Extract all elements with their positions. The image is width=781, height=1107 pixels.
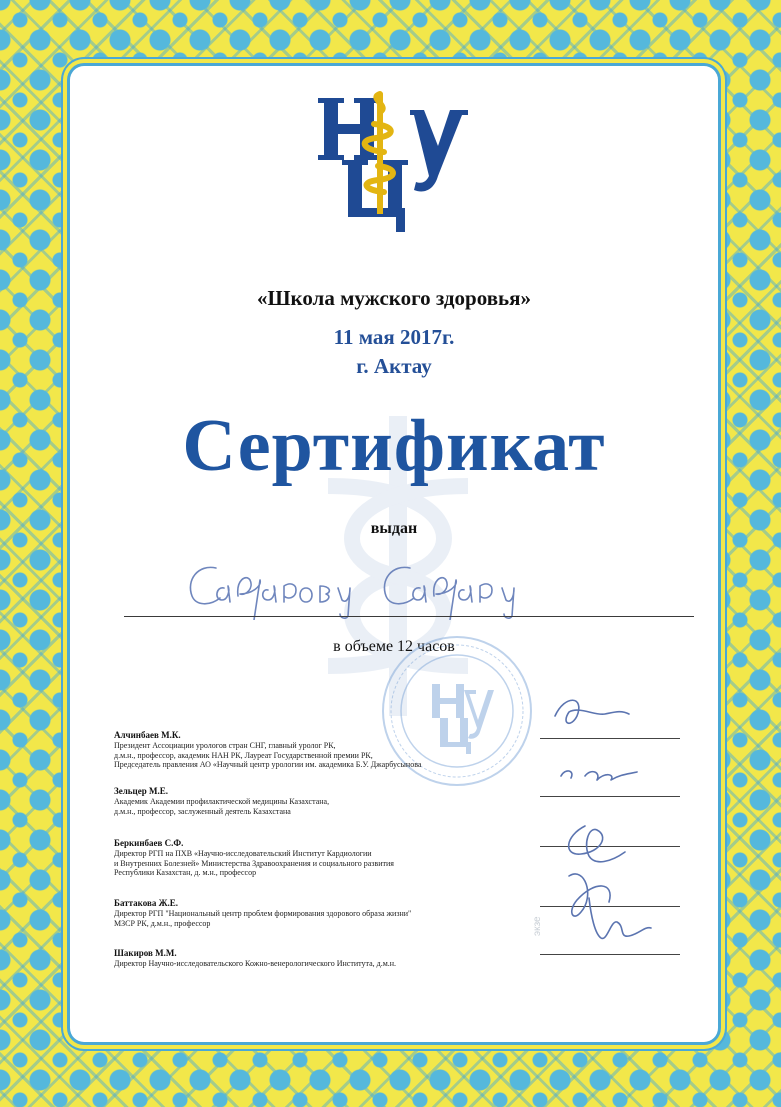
- issued-label: выдан: [370, 520, 418, 537]
- ncu-logo: [318, 90, 470, 240]
- signer-name: Баттакова Ж.Е.: [114, 898, 179, 908]
- signer-name: Шакиров М.М.: [114, 948, 177, 958]
- signer-description: Президент Ассоциации урологов стран СНГ, главный уролог РК, д.м.н., профессор, академик НАН РК, Лауреат Государственной премии РК, Председатель правления АО «Научный центр урологии им. академика Б.У. Джарбусынова: [114, 741, 422, 769]
- signer-name: Зельцер М.Е.: [114, 786, 168, 796]
- event-name: «Школа мужского здоровья»: [256, 286, 532, 310]
- signer-name: Алчинбаев М.К.: [114, 730, 181, 740]
- certificate-body: [70, 66, 718, 1042]
- signer-description: Директор Научно-исследовательского Кожно-венерологического Института, д.м.н.: [114, 959, 397, 968]
- signer-4: [114, 898, 534, 928]
- signer-1: [114, 730, 534, 770]
- certificate-title: Сертификат: [182, 405, 606, 487]
- side-watermark-text: экзе: [532, 916, 543, 936]
- signer-3: [114, 838, 534, 878]
- signer-2: [114, 786, 534, 816]
- course-volume: в объеме 12 часов: [333, 638, 455, 655]
- signer-5: [114, 948, 534, 969]
- event-city: г. Актау: [356, 354, 432, 378]
- event-date: 11 мая 2017г.: [333, 325, 455, 349]
- recipient-underline: [124, 616, 694, 617]
- signer-name: Беркинбаев С.Ф.: [114, 838, 184, 848]
- handwritten-signatures: [525, 676, 695, 956]
- recipient-handwriting: [180, 550, 620, 620]
- signer-description: Директор РГП на ПХВ «Научно-исследовательский Институт Кардиологии и Внутренних Болезней» Министерства Здравоохранения и социального развития Республики Казахстан, д. м.н., профессор: [114, 849, 394, 877]
- signer-description: Директор РГП "Национальный центр проблем формирования здорового образа жизни" МЗСР РК, д.м.н., профессор: [114, 909, 412, 928]
- signer-description: Академик Академии профилактической медицины Казахстана, д.м.н., профессор, заслуженный деятель Казахстана: [114, 797, 330, 816]
